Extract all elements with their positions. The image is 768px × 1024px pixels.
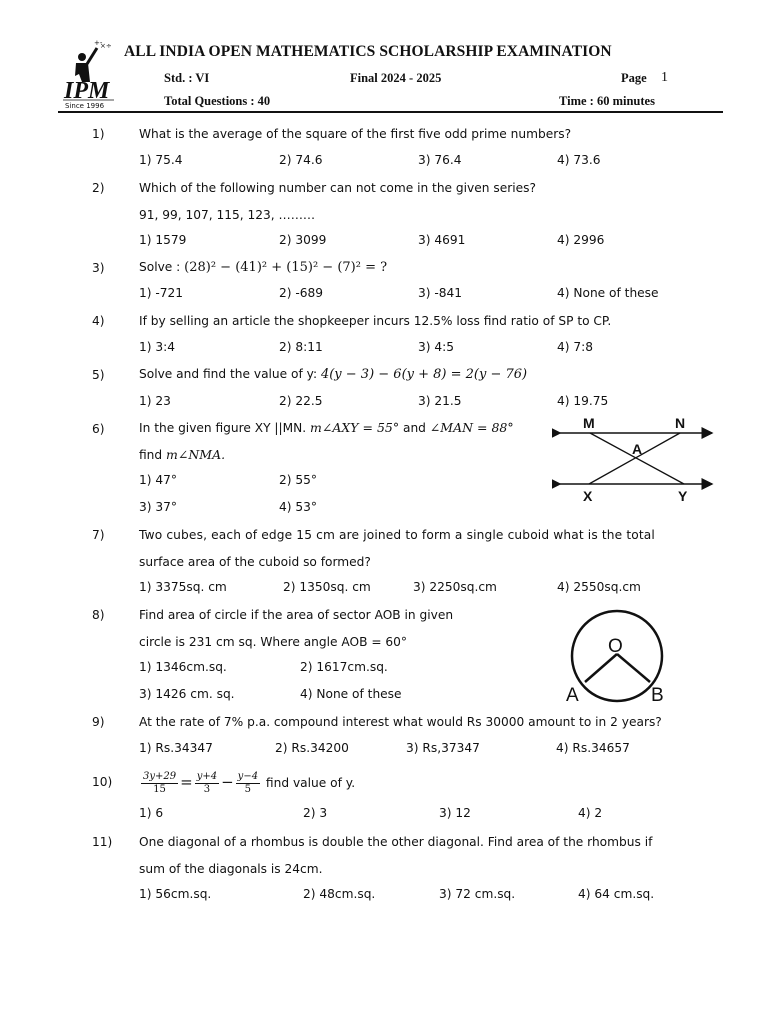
option[interactable]: 2) -689 [279, 286, 324, 300]
option[interactable]: 4) 2 [578, 806, 603, 820]
option[interactable]: 3) 21.5 [418, 394, 462, 408]
question-text: $\frac{3y+29}{15}$ = $\frac{y+4}{3}$ − $\frac{y-4}{5}$ find value of y. [143, 771, 356, 795]
page-label: Page [621, 71, 647, 85]
total-questions: Total Questions : 40 [164, 94, 271, 108]
fraction: $\frac{3y+29}{15}$ [143, 771, 177, 795]
label-x: X [583, 488, 593, 504]
option[interactable]: 1) 6 [139, 806, 164, 820]
question-text-line2: circle is 231 cm sq. Where angle AOB = 60° [139, 635, 408, 649]
option[interactable]: 3) -841 [418, 286, 463, 300]
exam-year: Final 2024 - 2025 [350, 71, 442, 85]
question-text: Find area of circle if the area of sector AOB in given [139, 608, 454, 622]
option[interactable]: 3) 72 cm.sq. [439, 887, 516, 901]
question-text: What is the average of the square of the first five odd prime numbers? [139, 127, 572, 141]
option[interactable]: 3) 1426 cm. sq. [139, 687, 235, 701]
option[interactable]: 2) 1617cm.sq. [300, 660, 388, 674]
option[interactable]: 2) 55° [279, 473, 317, 487]
question-text: At the rate of 7% p.a. compound interest what would Rs 30000 amount to in 2 years? [139, 715, 662, 729]
question-text: If by selling an article the shopkeeper incurs 12.5% loss find ratio of SP to CP. [139, 314, 612, 328]
option[interactable]: 1) -721 [139, 286, 184, 300]
question-text: Which of the following number can not come in the given series? [139, 181, 536, 195]
label-a: A [566, 685, 579, 706]
label-y: Y [678, 488, 688, 504]
option[interactable]: 1) 1346cm.sq. [139, 660, 227, 674]
option[interactable]: 1) 3375sq. cm [139, 580, 227, 594]
option[interactable]: 4) 64 cm.sq. [578, 887, 655, 901]
circle-sector-figure [562, 607, 672, 707]
figure-icon [75, 39, 112, 82]
option[interactable]: 1) 23 [139, 394, 171, 408]
option[interactable]: 4) None of these [300, 687, 402, 701]
option[interactable]: 4) None of these [557, 286, 659, 300]
option[interactable]: 2) Rs.34200 [275, 741, 349, 755]
question-text-line2: surface area of the cuboid so formed? [139, 555, 371, 569]
option[interactable]: 4) Rs.34657 [556, 741, 630, 755]
exam-title: ALL INDIA OPEN MATHEMATICS SCHOLARSHIP EXAMINATION [124, 43, 612, 60]
option[interactable]: 1) 56cm.sq. [139, 887, 212, 901]
question-text: In the given figure XY ||MN. m∠AXY = 55° and ∠MAN = 88° [139, 420, 514, 435]
page-number: 1 [661, 70, 668, 85]
exam-time: Time : 60 minutes [559, 94, 655, 108]
header-divider [58, 111, 723, 113]
option[interactable]: 3) 76.4 [418, 153, 462, 167]
question-text: One diagonal of a rhombus is double the other diagonal. Find area of the rhombus if [139, 835, 653, 849]
option[interactable]: 2) 3099 [279, 233, 327, 247]
label-n: N [675, 415, 686, 431]
option[interactable]: 3) 4:5 [418, 340, 454, 354]
option[interactable]: 1) 75.4 [139, 153, 183, 167]
logo-since: Since 1996 [65, 102, 105, 110]
question-text-line2: sum of the diagonals is 24cm. [139, 862, 323, 876]
option[interactable]: 1) 3:4 [139, 340, 175, 354]
question-number: 10) [92, 775, 113, 789]
fraction: $\frac{y-4}{5}$ [237, 771, 259, 795]
option[interactable]: 1) Rs.34347 [139, 741, 213, 755]
option[interactable]: 2) 22.5 [279, 394, 323, 408]
question-number: 6) [92, 422, 105, 436]
logo-text: IPM [64, 78, 110, 104]
question-text: Two cubes, each of edge 15 cm are joined to form a single cuboid what is the total [139, 528, 655, 542]
svg-text:×÷: ×÷ [100, 42, 112, 50]
question-number: 7) [92, 528, 105, 542]
ipm-logo [60, 36, 120, 110]
option[interactable]: 3) Rs,37347 [406, 741, 480, 755]
option[interactable]: 4) 7:8 [557, 340, 593, 354]
question-number: 11) [92, 835, 113, 849]
option[interactable]: 3) 2250sq.cm [413, 580, 497, 594]
option[interactable]: 4) 19.75 [557, 394, 609, 408]
svg-text:+-: +- [94, 39, 103, 47]
fraction: $\frac{y+4}{3}$ [196, 771, 218, 795]
option[interactable]: 3) 4691 [418, 233, 466, 247]
option[interactable]: 2) 8:11 [279, 340, 323, 354]
question-number: 8) [92, 608, 105, 622]
question-text: Solve and find the value of y: 4(y − 3) − 6(y + 8) = 2(y − 76) [139, 367, 528, 382]
question-number: 2) [92, 181, 105, 195]
option[interactable]: 2) 74.6 [279, 153, 323, 167]
option[interactable]: 1) 47° [139, 473, 177, 487]
option[interactable]: 2) 3 [303, 806, 328, 820]
option[interactable]: 4) 73.6 [557, 153, 601, 167]
question-number: 3) [92, 261, 105, 275]
number-series: 91, 99, 107, 115, 123, ……… [139, 208, 316, 222]
option[interactable]: 3) 37° [139, 500, 177, 514]
standard: Std. : VI [164, 71, 210, 85]
question-number: 5) [92, 368, 105, 382]
math-expression: (28)² − (41)² + (15)² − (7)² = ? [184, 260, 388, 275]
question-text-line2: find m∠NMA. [139, 447, 226, 462]
label-m: M [583, 415, 595, 431]
label-b: B [651, 685, 664, 706]
option[interactable]: 4) 2550sq.cm [557, 580, 641, 594]
question-number: 4) [92, 314, 105, 328]
label-o: O [608, 636, 623, 657]
option[interactable]: 2) 1350sq. cm [283, 580, 371, 594]
question-number: 9) [92, 715, 105, 729]
question-text: Solve : (28)² − (41)² + (15)² − (7)² = ? [139, 260, 388, 275]
option[interactable]: 1) 1579 [139, 233, 187, 247]
label-a: A [632, 441, 643, 457]
question-number: 1) [92, 127, 105, 141]
option[interactable]: 2) 48cm.sq. [303, 887, 376, 901]
option[interactable]: 4) 2996 [557, 233, 605, 247]
math-expression: 4(y − 3) − 6(y + 8) = 2(y − 76) [320, 367, 528, 382]
option[interactable]: 3) 12 [439, 806, 471, 820]
option[interactable]: 4) 53° [279, 500, 317, 514]
parallel-lines-figure [552, 413, 717, 505]
